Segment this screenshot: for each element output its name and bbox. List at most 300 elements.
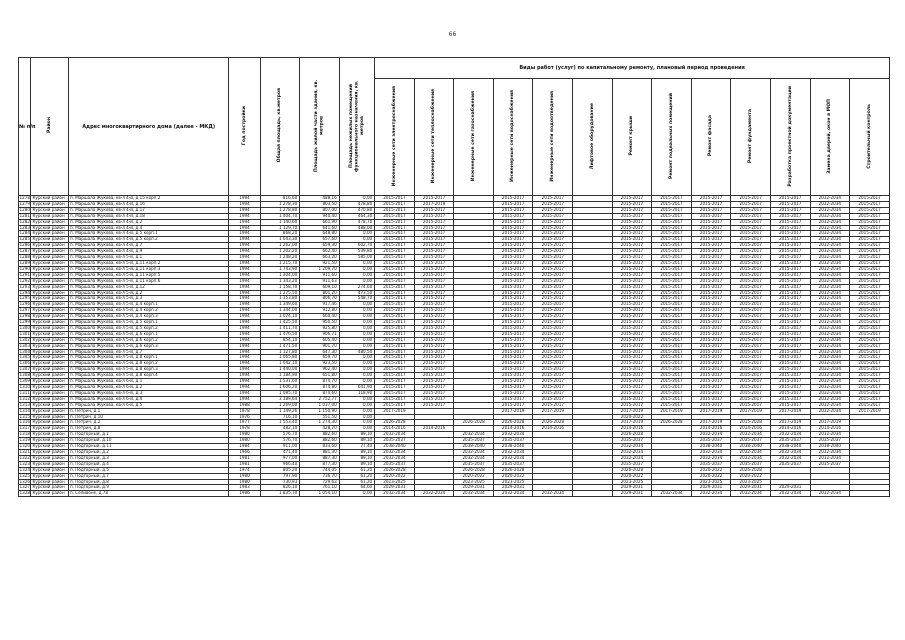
table-cell: 1 085,70 bbox=[260, 390, 300, 396]
table-cell: Курский район bbox=[31, 213, 68, 219]
table-cell: 1 043,30 bbox=[260, 237, 300, 243]
table-cell: 2015-2017 bbox=[691, 390, 731, 396]
table-cell: 1994 bbox=[229, 243, 260, 249]
table-cell: 2032-2034 bbox=[810, 225, 850, 231]
table-cell: 2015-2017 bbox=[691, 196, 731, 202]
table-cell: 2015-2017 bbox=[612, 213, 652, 219]
table-cell: Курский район bbox=[31, 237, 68, 243]
table-cell: 2015-2017 bbox=[375, 302, 415, 308]
table-cell: 1 127,80 bbox=[260, 349, 300, 355]
table-cell: 912,80 bbox=[300, 308, 340, 314]
table-cell: 2015-2017 bbox=[691, 278, 731, 284]
table-cell: 2015-2017 bbox=[770, 373, 810, 379]
table-cell: Курский район bbox=[31, 461, 68, 467]
table-cell: 2015-2017 bbox=[691, 331, 731, 337]
table-cell: 2035-2037 bbox=[493, 461, 533, 467]
table-cell: 2015-2017 bbox=[691, 296, 731, 302]
table-cell: 2015-2017 bbox=[850, 361, 890, 367]
table-cell: 1280 bbox=[19, 206, 30, 212]
table-cell: 663,20 bbox=[300, 255, 340, 261]
table-cell: 2015-2017 bbox=[652, 373, 692, 379]
table-cell: 2015-2017 bbox=[652, 272, 692, 278]
table-cell: 744,05 bbox=[300, 467, 340, 473]
table-cell: п. Подгорный, д.1 bbox=[68, 432, 228, 438]
table-cell: п. Петрич, д.10 bbox=[68, 414, 228, 420]
col-work: Лифтовое оборудование bbox=[573, 79, 613, 196]
table-cell: 2015-2017 bbox=[770, 390, 810, 396]
table-cell: Курский район bbox=[31, 390, 68, 396]
table-cell: 966,40 bbox=[260, 461, 300, 467]
table-cell: 2032-2034 bbox=[810, 302, 850, 308]
table-cell: 2015-2017 bbox=[414, 373, 454, 379]
table-cell: 0,00 bbox=[339, 408, 374, 414]
table-cell: 2015-2017 bbox=[691, 260, 731, 266]
table-cell: 0,00 bbox=[339, 237, 374, 243]
table-cell: 488,16 bbox=[300, 196, 340, 202]
table-cell: 2023-2025 bbox=[454, 479, 494, 485]
table-cell: 2015-2017 bbox=[493, 196, 533, 202]
table-cell: 2032-2034 bbox=[810, 314, 850, 320]
table-cell: п. Маршала Жукова, кв-л 5-й, д.2 bbox=[68, 290, 228, 296]
table-cell: 2015-2017 bbox=[375, 255, 415, 261]
table-cell: 2015-2017 bbox=[850, 284, 890, 290]
table-cell: 2015-2017 bbox=[652, 196, 692, 202]
table-cell: 2015-2017 bbox=[493, 337, 533, 343]
table-cell: 2014-2016 bbox=[731, 426, 771, 432]
table-cell: 118,90 bbox=[339, 390, 374, 396]
table-cell: Курский район bbox=[31, 196, 68, 202]
table-cell: 2023-2025 bbox=[691, 479, 731, 485]
table-cell: 1326 bbox=[19, 478, 30, 484]
table-cell: 2035-2037 bbox=[454, 438, 494, 444]
table-cell: 2015-2017 bbox=[612, 302, 652, 308]
table-cell: 1 209,70 bbox=[300, 266, 340, 272]
table-cell: 2015-2017 bbox=[850, 331, 890, 337]
table-cell: 61,20 bbox=[339, 467, 374, 473]
table-cell: 2015-2017 bbox=[533, 243, 573, 249]
table-cell: 0,00 bbox=[339, 331, 374, 337]
table-cell: 2015-2017 bbox=[493, 290, 533, 296]
table-cell: 0,00 bbox=[339, 402, 374, 408]
table-cell: 2026-2028 bbox=[375, 467, 415, 473]
table-cell: 2015-2017 bbox=[612, 243, 652, 249]
table-cell: 2015-2017 bbox=[850, 272, 890, 278]
table-cell: 0,00 bbox=[339, 355, 374, 361]
table-cell: 2015-2017 bbox=[691, 272, 731, 278]
table-cell: п. Маршала Жукова, кв-л 5-й, д.4 корп.1 bbox=[68, 302, 228, 308]
table-cell: 854,10 bbox=[260, 337, 300, 343]
table-cell: 2015-2017 bbox=[612, 349, 652, 355]
table-cell: 833,60 bbox=[300, 444, 340, 450]
table-cell: 2015-2017 bbox=[731, 219, 771, 225]
table-cell: 1974 bbox=[229, 467, 260, 473]
table-cell: 1 553,40 bbox=[260, 420, 300, 426]
table-cell: 2015-2017 bbox=[770, 302, 810, 308]
table-cell: 2032-2034 bbox=[810, 361, 850, 367]
table-cell: 2015-2017 bbox=[731, 266, 771, 272]
table-cell: 1297 bbox=[19, 307, 30, 313]
table-cell: 2014-2016 bbox=[533, 426, 573, 432]
table-cell: 1994 bbox=[229, 349, 260, 355]
table-cell: 2015-2017 bbox=[850, 266, 890, 272]
table-cell: 1994 bbox=[229, 331, 260, 337]
col-work: Инженерные сети водоснабжения bbox=[493, 79, 533, 196]
table-cell: 2015-2017 bbox=[414, 396, 454, 402]
table-cell: 2032-2034 bbox=[810, 349, 850, 355]
table-cell: 0,00 bbox=[339, 367, 374, 373]
table-cell: 2015-2017 bbox=[691, 337, 731, 343]
table-cell: 2017-2019 bbox=[850, 408, 890, 414]
table-cell: 2015-2017 bbox=[691, 243, 731, 249]
table-cell: п. Маршала Жукова, кв-л 5-й, д.7 bbox=[68, 349, 228, 355]
table-cell: п. Петрич, д.1 bbox=[68, 408, 228, 414]
table-cell: 2017-2019 bbox=[493, 408, 533, 414]
table-cell: 2015-2017 bbox=[652, 379, 692, 385]
col-work: Инженерные сети теплоснабжения bbox=[414, 79, 454, 196]
table-cell: 1981 bbox=[229, 455, 260, 461]
table-cell: 1994 bbox=[229, 231, 260, 237]
table-cell: 2015-2017 bbox=[691, 290, 731, 296]
table-cell: 2029-2031 bbox=[493, 485, 533, 491]
table-cell: 1299 bbox=[19, 319, 30, 325]
table-cell: 805,20 bbox=[260, 467, 300, 473]
table-cell: 659,30 bbox=[300, 243, 340, 249]
table-cell: 1986 bbox=[229, 491, 260, 497]
table-cell: 1303 bbox=[19, 342, 30, 348]
table-cell: 2015-2017 bbox=[731, 237, 771, 243]
table-cell: 2015-2017 bbox=[414, 213, 454, 219]
table-cell: 1312 bbox=[19, 395, 30, 401]
table-cell: 1289 bbox=[19, 259, 30, 265]
table-cell: 3 189,64 bbox=[260, 396, 300, 402]
table-row bbox=[19, 491, 890, 497]
table-cell: 2015-2017 bbox=[770, 331, 810, 337]
table-cell: 729,63 bbox=[300, 479, 340, 485]
table-cell: 2015-2017 bbox=[691, 320, 731, 326]
table-cell: 1 149,26 bbox=[260, 408, 300, 414]
table-cell: 921,50 bbox=[300, 260, 340, 266]
table-cell: 1994 bbox=[229, 361, 260, 367]
table-cell: 2032-2034 bbox=[810, 432, 850, 438]
table-cell: 2015-2017 bbox=[414, 331, 454, 337]
table-cell: 2015-2017 bbox=[770, 213, 810, 219]
table-cell: 1983 bbox=[229, 485, 260, 491]
table-cell: 2038-2040 bbox=[375, 444, 415, 450]
table-cell: 1994 bbox=[229, 213, 260, 219]
col-num: № п/п bbox=[19, 58, 31, 196]
table-cell: 1 531,60 bbox=[260, 379, 300, 385]
table-cell: 2015-2017 bbox=[770, 249, 810, 255]
table-cell: 2015-2017 bbox=[493, 396, 533, 402]
table-cell: 2032-2034 bbox=[731, 449, 771, 455]
table-cell: 2032-2034 bbox=[810, 355, 850, 361]
table-cell: 2015-2017 bbox=[533, 337, 573, 343]
table-cell: 2015-2017 bbox=[731, 260, 771, 266]
table-cell: 539,80 bbox=[339, 249, 374, 255]
table-cell: 2015-2017 bbox=[731, 385, 771, 391]
table-cell: п. Селивоне, д.78 bbox=[68, 491, 228, 497]
table-cell: 2029-2031 bbox=[612, 485, 652, 491]
table-cell: 2015-2017 bbox=[691, 379, 731, 385]
table-cell: Курский район bbox=[31, 272, 68, 278]
table-cell: п. Маршала Жукова, кв-л 5-й, д.4 корп.3 bbox=[68, 314, 228, 320]
table-cell: 2015-2017 bbox=[533, 314, 573, 320]
table-cell: п. Маршала Жукова, кв-л 5-й, д.6 корп.1 bbox=[68, 331, 228, 337]
table-cell: 2015-2017 bbox=[770, 272, 810, 278]
table-cell bbox=[850, 491, 890, 497]
table-cell: 2015-2017 bbox=[493, 284, 533, 290]
table-cell: Курский район bbox=[31, 302, 68, 308]
table-cell: Курский район bbox=[31, 337, 68, 343]
table-cell: 2015-2017 bbox=[850, 296, 890, 302]
table-cell: 2015-2017 bbox=[375, 219, 415, 225]
table-cell: 2032-2034 bbox=[612, 444, 652, 450]
table-cell: 2015-2017 bbox=[652, 308, 692, 314]
table-cell: 2015-2017 bbox=[414, 314, 454, 320]
table-cell: п. Маршала Жукова, кв-л 5-й, д.1 bbox=[68, 255, 228, 261]
table-cell: 2015-2017 bbox=[612, 390, 652, 396]
table-cell: 1994 bbox=[229, 237, 260, 243]
table-cell: 2015-2017 bbox=[691, 213, 731, 219]
table-cell: 2015-2017 bbox=[493, 385, 533, 391]
table-cell: 0,00 bbox=[339, 491, 374, 497]
table-cell: 2029-2031 bbox=[691, 485, 731, 491]
table-cell: 2015-2017 bbox=[731, 196, 771, 202]
table-cell: 2026-2028 bbox=[533, 420, 573, 426]
table-cell: 0,00 bbox=[339, 266, 374, 272]
table-cell: 1994 bbox=[229, 225, 260, 231]
table-cell: 2015-2017 bbox=[691, 237, 731, 243]
table-cell: 2015-2017 bbox=[414, 237, 454, 243]
table-cell: 1 215,70 bbox=[260, 260, 300, 266]
table-cell: п. Подгорный, д.3 bbox=[68, 455, 228, 461]
table-cell: Курский район bbox=[31, 361, 68, 367]
table-cell: 1324 bbox=[19, 466, 30, 472]
table-cell: 1307 bbox=[19, 366, 30, 372]
table-cell: 2015-2017 bbox=[731, 355, 771, 361]
table-cell: 2015-2017 bbox=[731, 284, 771, 290]
table-cell: 2032-2034 bbox=[810, 331, 850, 337]
table-cell: 2015-2017 bbox=[375, 213, 415, 219]
table-cell: 2015-2017 bbox=[850, 337, 890, 343]
table-cell: Курский район bbox=[31, 260, 68, 266]
table-cell: 801,20 bbox=[300, 290, 340, 296]
table-cell: Курский район bbox=[31, 249, 68, 255]
table-cell: 428,70 bbox=[300, 426, 340, 432]
table-cell: 1 353,80 bbox=[260, 296, 300, 302]
table-cell: 2015-2017 bbox=[375, 390, 415, 396]
table-cell: 2015-2017 bbox=[850, 343, 890, 349]
table-cell: п. Подгорный, д.5 bbox=[68, 467, 228, 473]
table-cell: Курский район bbox=[31, 385, 68, 391]
table-cell: 2015-2017 bbox=[691, 385, 731, 391]
table-cell: 1323 bbox=[19, 460, 30, 466]
table-cell: Курский район bbox=[31, 432, 68, 438]
table-cell: 2015-2017 bbox=[652, 325, 692, 331]
table-cell: 1322 bbox=[19, 454, 30, 460]
table-cell: 2015-2017 bbox=[691, 325, 731, 331]
table-cell: 1994 bbox=[229, 325, 260, 331]
table-cell: 2015-2017 bbox=[493, 390, 533, 396]
table-cell: 89,10 bbox=[339, 438, 374, 444]
table-cell: 2032-2034 bbox=[810, 367, 850, 373]
table-cell: 2015-2017 bbox=[691, 314, 731, 320]
table-cell: 2015-2017 bbox=[691, 367, 731, 373]
table-cell: 2015-2017 bbox=[850, 390, 890, 396]
table-cell: 2015-2017 bbox=[375, 325, 415, 331]
table-cell: 1308 bbox=[19, 372, 30, 378]
table-cell: 2017-2019 bbox=[691, 408, 731, 414]
table-cell: п. Подгорный, д.9 bbox=[68, 485, 228, 491]
col-work: Замена дверей, окон в МОП bbox=[810, 79, 850, 196]
table-cell: 2015-2017 bbox=[375, 343, 415, 349]
table-cell: 64,60 bbox=[339, 485, 374, 491]
table-cell: 2015-2017 bbox=[770, 355, 810, 361]
table-cell: 2032-2034 bbox=[652, 491, 692, 497]
table-cell: 2015-2017 bbox=[414, 302, 454, 308]
table-cell: 2015-2017 bbox=[533, 266, 573, 272]
table-cell: 2015-2017 bbox=[612, 231, 652, 237]
table-cell: 807,00 bbox=[300, 207, 340, 213]
table-cell: п. Маршала Жукова, кв-л 4-й, д.5 корп.2 bbox=[68, 237, 228, 243]
table-cell: 2015-2017 bbox=[375, 278, 415, 284]
table-cell: Курский район bbox=[31, 266, 68, 272]
table-cell: 2015-2017 bbox=[414, 367, 454, 373]
table-cell: 1287 bbox=[19, 248, 30, 254]
table-cell: 2015-2017 bbox=[414, 196, 454, 202]
table-cell: 2015-2017 bbox=[375, 379, 415, 385]
table-cell: 2015-2017 bbox=[612, 290, 652, 296]
table-cell: 2015-2017 bbox=[850, 320, 890, 326]
table-cell: 2015-2017 bbox=[493, 373, 533, 379]
table-cell: 1 440,00 bbox=[260, 367, 300, 373]
table-cell: 2015-2017 bbox=[612, 219, 652, 225]
table-cell: 2035-2037 bbox=[810, 461, 850, 467]
table-cell: 662,40 bbox=[300, 249, 340, 255]
table-cell: 1 476,50 bbox=[260, 331, 300, 337]
table-cell: 2015-2017 bbox=[414, 278, 454, 284]
table-cell: 2015-2017 bbox=[770, 260, 810, 266]
table-cell: п. Маршала Жукова, кв-л 5-й, д.8 корп.4 bbox=[68, 373, 228, 379]
table-cell: 2015-2017 bbox=[493, 361, 533, 367]
table-cell: 2032-2034 bbox=[612, 449, 652, 455]
table-cell: 2015-2017 bbox=[770, 337, 810, 343]
col-nonliving-area: Площадь нежилых помещений функционального назначения, кв. метров bbox=[339, 58, 374, 196]
table-cell: 2015-2017 bbox=[652, 213, 692, 219]
table-cell: 2032-2034 bbox=[810, 272, 850, 278]
table-cell: Курский район bbox=[31, 355, 68, 361]
table-cell: 1 349,60 bbox=[260, 302, 300, 308]
table-cell: п. Маршала Жукова, кв-л 4-й, д.18 bbox=[68, 213, 228, 219]
table-cell: 1976 bbox=[229, 414, 260, 420]
table-cell: 2023-2025 bbox=[493, 479, 533, 485]
table-cell: 1309 bbox=[19, 378, 30, 384]
table-cell: 2015-2017 bbox=[493, 213, 533, 219]
table-cell: 2015-2017 bbox=[770, 243, 810, 249]
table-cell: 2015-2017 bbox=[612, 284, 652, 290]
table-cell: п. Подгорный, д.11 bbox=[68, 444, 228, 450]
table-cell: 2015-2017 bbox=[414, 219, 454, 225]
table-cell: 1994 bbox=[229, 255, 260, 261]
table-cell: 2015-2017 bbox=[414, 296, 454, 302]
table-cell: 1994 bbox=[229, 278, 260, 284]
table-cell: 2032-2034 bbox=[691, 432, 731, 438]
table-cell: п. Маршала Жукова, кв-л 4-й, д.4 bbox=[68, 225, 228, 231]
table-cell: 2015-2017 bbox=[493, 314, 533, 320]
table-cell: 2015-2017 bbox=[691, 231, 731, 237]
table-cell: 576,70 bbox=[260, 432, 300, 438]
table-cell: 1283 bbox=[19, 224, 30, 230]
table-cell: 2032-2034 bbox=[810, 320, 850, 326]
table-cell: 2032-2034 bbox=[810, 231, 850, 237]
table-cell: 2032-2034 bbox=[375, 449, 415, 455]
table-cell bbox=[573, 491, 613, 497]
table-cell: 2032-2034 bbox=[810, 337, 850, 343]
table-cell: 1994 bbox=[229, 367, 260, 373]
table-cell: 470,80 bbox=[339, 207, 374, 213]
table-cell: 882,60 bbox=[300, 432, 340, 438]
table-cell: п. Маршала Жукова, кв-л 5-й, д.8 корп.3 bbox=[68, 367, 228, 373]
table-cell: 2015-2017 bbox=[612, 266, 652, 272]
table-cell: 2015-2017 bbox=[414, 266, 454, 272]
table-cell: 2015-2017 bbox=[850, 231, 890, 237]
col-work: Строительный контроль bbox=[850, 79, 890, 196]
table-cell: 1 275,50 bbox=[260, 290, 300, 296]
table-cell: 874,60 bbox=[300, 390, 340, 396]
table-cell: п. Маршала Жукова, кв-л 6-й, д.4 bbox=[68, 396, 228, 402]
table-cell: 0,00 bbox=[339, 231, 374, 237]
table-cell: 0,00 bbox=[339, 272, 374, 278]
table-cell: 803,50 bbox=[300, 201, 340, 207]
table-cell: 1 074,10 bbox=[260, 314, 300, 320]
table-cell: п. Подгорный, д.2 bbox=[68, 449, 228, 455]
table-cell: 877,30 bbox=[300, 461, 340, 467]
table-cell: 2015-2017 bbox=[652, 402, 692, 408]
table-cell: 0,00 bbox=[339, 396, 374, 402]
table-cell: 1994 bbox=[229, 260, 260, 266]
table-cell: 1300 bbox=[19, 324, 30, 330]
table-cell: 2032-2034 bbox=[810, 402, 850, 408]
table-cell: 2015-2017 bbox=[493, 260, 533, 266]
table-cell: 1994 bbox=[229, 296, 260, 302]
table-cell: 2015-2017 bbox=[850, 196, 890, 202]
table-cell: 2020-2022 bbox=[375, 473, 415, 479]
table-cell: Курский район bbox=[31, 243, 68, 249]
table-cell: 2015-2017 bbox=[533, 196, 573, 202]
table-cell: 2015-2017 bbox=[652, 396, 692, 402]
table-cell: Курский район bbox=[31, 467, 68, 473]
table-cell: 2015-2017 bbox=[652, 385, 692, 391]
table-cell: 2035-2037 bbox=[493, 438, 533, 444]
table-cell: п. Маршала Жукова, кв-л 6-й, д.5 bbox=[68, 402, 228, 408]
table-cell: 2015-2017 bbox=[731, 325, 771, 331]
table-cell: 2032-2034 bbox=[810, 379, 850, 385]
col-work: Инженерные сети газоснабжения bbox=[454, 79, 494, 196]
table-cell: 2032-2034 bbox=[493, 432, 533, 438]
table-cell: 2017-2019 bbox=[731, 408, 771, 414]
table-cell: 2015-2017 bbox=[691, 361, 731, 367]
table-cell: 874,80 bbox=[300, 385, 340, 391]
table-cell: 0,00 bbox=[339, 343, 374, 349]
table-cell: 1994 bbox=[229, 207, 260, 213]
table-cell: 2015-2017 bbox=[731, 231, 771, 237]
table-cell: 89,10 bbox=[339, 449, 374, 455]
table-cell: 2032-2034 bbox=[810, 284, 850, 290]
table-cell: 2015-2017 bbox=[731, 373, 771, 379]
table-cell: 1290 bbox=[19, 265, 30, 271]
col-work: Ремонт подвальных помещений bbox=[652, 79, 692, 196]
table-cell: 2015-2017 bbox=[850, 201, 890, 207]
